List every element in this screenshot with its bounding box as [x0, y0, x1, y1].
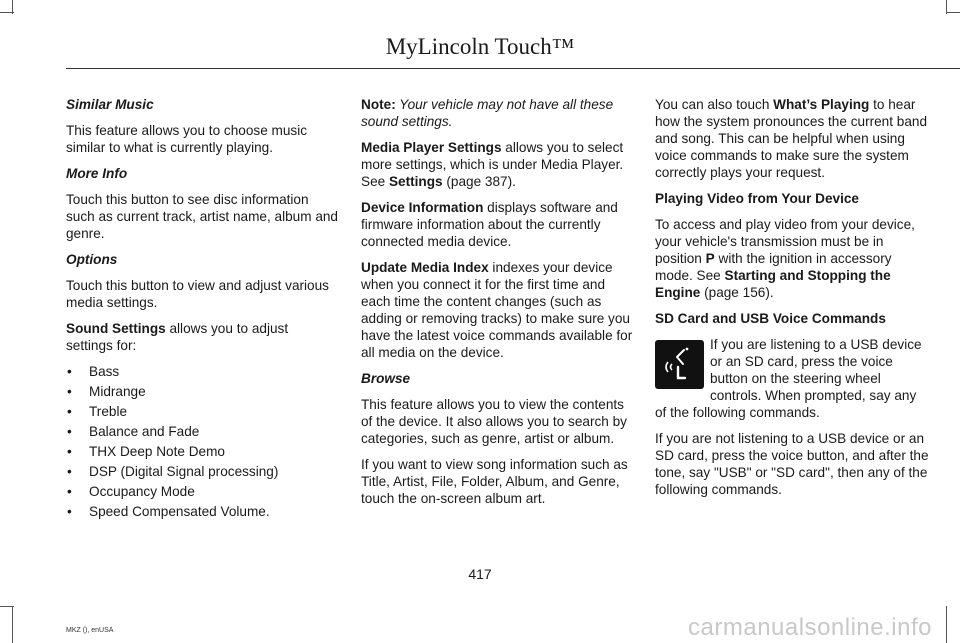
voice-paragraph	[655, 336, 930, 430]
list-item: • THX Deep Note Demo	[66, 443, 338, 460]
page-title: MyLincoln Touch™	[385, 34, 575, 59]
starting-stopping-link[interactable]: Starting and Stopping the Engine	[655, 268, 891, 300]
sd-usb-text-2: If you are not listening to a USB device or an SD card, press the voice button, and after the tone, say "USB" or "SD card", then any of the following commands.	[655, 431, 929, 497]
note-label: Note:	[361, 97, 396, 112]
media-player-settings-label: Media Player Settings	[361, 140, 502, 155]
media-player-settings-text: Media Player Settings allows you to select more settings, which is under Media Player. See Settings (page 387).	[361, 140, 624, 189]
heading-similar-music: Similar Music	[66, 97, 154, 112]
list-item: • Treble	[66, 403, 338, 420]
heading-playing-video: Playing Video from Your Device	[655, 191, 859, 206]
sound-settings-label: Sound Settings	[66, 321, 166, 336]
device-information-label: Device Information	[361, 200, 484, 215]
settings-link[interactable]: Settings	[388, 174, 443, 189]
update-media-index-label: Update Media Index	[361, 260, 489, 275]
heading-options: Options	[66, 252, 118, 267]
list-item: • Midrange	[66, 383, 338, 400]
similar-music-text: This feature allows you to choose music similar to what is currently playing.	[66, 123, 308, 155]
sd-usb-text-1: If you are listening to a USB device or an SD card, press the voice button on the steering wheel controls. When prompted, say any of the following commands.	[655, 337, 922, 420]
column-3	[655, 96, 930, 507]
whats-playing-text: You can also touch What’s Playing to hear how the system pronounces the current band and song. This can be helpful when using voice commands to make sure the system correctly plays your request.	[655, 97, 928, 180]
header-rule	[66, 68, 960, 69]
heading-sd-usb-voice: SD Card and USB Voice Commands	[655, 311, 886, 326]
heading-browse: Browse	[361, 371, 411, 386]
sound-settings-list	[66, 363, 338, 520]
sound-settings-text: Sound Settings allows you to adjust settings for:	[66, 321, 289, 353]
column-2	[361, 96, 633, 516]
crop-mark	[946, 12, 960, 13]
options-text: Touch this button to view and adjust various media settings.	[66, 278, 329, 310]
column-1	[66, 96, 338, 523]
list-item: • Bass	[66, 363, 338, 380]
update-media-index-text: Update Media Index indexes your device when you connect it for the first time and each time the content changes (such as adding or removing tracks) to make sure you have the latest voice commands available for all media on the device.	[361, 260, 633, 360]
crop-mark	[0, 12, 14, 13]
list-item: • Occupancy Mode	[66, 483, 338, 500]
voice-command-icon	[655, 340, 704, 389]
list-item: • DSP (Digital Signal processing)	[66, 463, 338, 480]
video-text: To access and play video from your device, your vehicle's transmission must be in position P with the ignition in accessory mode. See Starting and Stopping the Engine (page 156).	[655, 217, 915, 300]
more-info-text: Touch this button to see disc information such as current track, artist name, album and genre.	[66, 192, 338, 241]
heading-more-info: More Info	[66, 166, 128, 181]
browse-text-2: If you want to view song information such as Title, Artist, File, Folder, Album, and Genre, touch the on-screen album art.	[361, 457, 628, 506]
page-number: 417	[468, 566, 492, 582]
list-item: • Balance and Fade	[66, 423, 338, 440]
browse-text-1: This feature allows you to view the contents of the device. It also allows you to search by categories, such as genre, artist or album.	[361, 397, 627, 446]
crop-mark	[946, 606, 947, 643]
note-text: Note: Your vehicle may not have all these sound settings.	[361, 97, 614, 129]
list-item: • Speed Compensated Volume.	[66, 503, 338, 520]
footer-code: MKZ (), enUSA	[66, 627, 114, 634]
crop-mark	[0, 606, 14, 607]
crop-mark	[12, 606, 13, 643]
watermark: carmanualsonline.info	[688, 614, 932, 641]
device-information-text: Device Information displays software and firmware information about the currently connected media device.	[361, 200, 618, 249]
whats-playing-label: What’s Playing	[773, 97, 870, 112]
